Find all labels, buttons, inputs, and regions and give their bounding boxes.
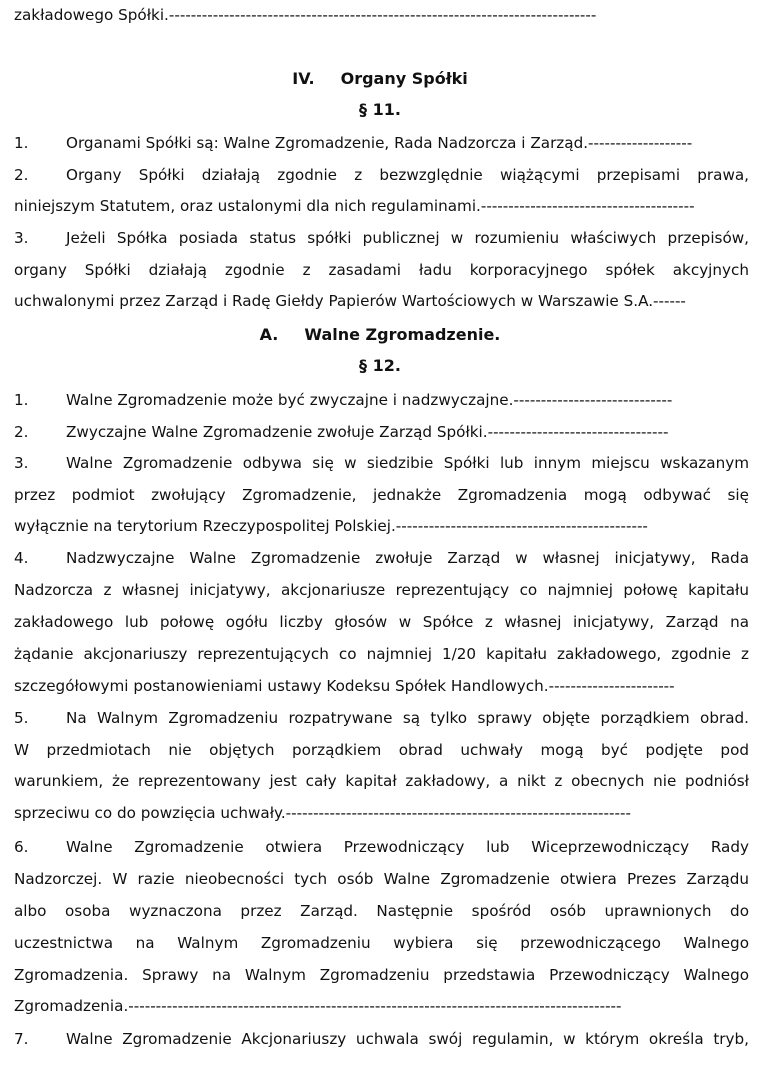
list-item-line	[14, 417, 749, 448]
item-text: Walne Zgromadzenie odbywa się w siedzibie Spółki lub innym miejscu wskazanym	[66, 454, 749, 472]
item-number: 1.	[14, 391, 29, 409]
section-heading-a	[0, 320, 760, 350]
list-item-line: Nadzorczej. W razie nieobecności tych osób Walne Zgromadzenie otwiera Prezes Zarządu	[14, 870, 749, 888]
item-text: Zwyczajne Walne Zgromadzenie zwołuje Zarząd Spółki.---------------------------------	[66, 423, 669, 441]
text-line-top-fragment: zakładowego Spółki.------------------------------------------------------------------------------	[14, 6, 597, 24]
section-heading-iv	[0, 64, 760, 94]
item-text: Jeżeli Spółka posiada status spółki publicznej w rozumieniu właściwych przepisów,	[66, 229, 749, 247]
section-title: Walne Zgromadzenie.	[304, 325, 501, 344]
item-text: Walne Zgromadzenie Akcjonariuszy uchwala swój regulamin, w którym określa tryb,	[66, 1030, 749, 1048]
item-text: Walne Zgromadzenie otwiera Przewodniczący lub Wiceprzewodniczący Rady	[66, 838, 749, 856]
section-letter: A.	[259, 325, 279, 344]
item-number: 6.	[14, 838, 29, 856]
item-number: 2.	[14, 166, 29, 184]
item-number: 2.	[14, 423, 29, 441]
item-text: Na Walnym Zgromadzeniu rozpatrywane są tylko sprawy objęte porządkiem obrad.	[66, 709, 749, 727]
paragraph-heading-12: § 12.	[359, 356, 401, 375]
item-text: Organami Spółki są: Walne Zgromadzenie, Rada Nadzorcza i Zarząd.-------------------	[66, 134, 693, 152]
item-number: 4.	[14, 549, 29, 567]
list-item-line	[14, 160, 749, 191]
list-item-line: zakładowego lub połowę ogółu liczby głosów w Spółce z własnej inicjatywy, Zarząd na	[14, 613, 749, 631]
list-item-line: albo osoba wyznaczona przez Zarząd. Następnie spośród osób uprawnionych do	[14, 902, 749, 920]
item-number: 7.	[14, 1030, 29, 1048]
list-item-line: szczegółowymi postanowieniami ustawy Kodeksu Spółek Handlowych.-----------------------	[14, 677, 675, 695]
section-number: IV.	[292, 69, 315, 88]
item-number: 5.	[14, 709, 29, 727]
list-item-line	[14, 448, 749, 479]
list-item-line	[14, 223, 749, 254]
list-item-line: organy Spółki działają zgodnie z zasadami ładu korporacyjnego spółek akcyjnych	[14, 261, 749, 279]
list-item-line	[14, 1024, 749, 1055]
list-item-line: uczestnictwa na Walnym Zgromadzeniu wybiera się przewodniczącego Walnego	[14, 934, 749, 952]
item-text: Walne Zgromadzenie może być zwyczajne i nadzwyczajne.-----------------------------	[66, 391, 673, 409]
item-number: 3.	[14, 229, 29, 247]
list-item-line	[14, 832, 749, 863]
item-number: 3.	[14, 454, 29, 472]
list-item-line	[14, 128, 749, 159]
item-number: 1.	[14, 134, 29, 152]
section-title: Organy Spółki	[340, 69, 468, 88]
paragraph-heading-11: § 11.	[359, 100, 401, 119]
list-item-line: przez podmiot zwołujący Zgromadzenie, jednakże Zgromadzenia mogą odbywać się	[14, 486, 749, 504]
list-item-line	[14, 385, 749, 416]
list-item-line: W przedmiotach nie objętych porządkiem obrad uchwały mogą być podjęte pod	[14, 741, 749, 759]
list-item-line: warunkiem, że reprezentowany jest cały kapitał zakładowy, a nikt z obecnych nie podniósł	[14, 772, 749, 790]
list-item-line	[14, 703, 749, 734]
list-item-line: niniejszym Statutem, oraz ustalonymi dla nich regulaminami.---------------------------------------	[14, 197, 695, 215]
item-text: Nadzwyczajne Walne Zgromadzenie zwołuje Zarząd w własnej inicjatywy, Rada	[66, 549, 749, 567]
item-text: Organy Spółki działają zgodnie z bezwzględnie wiążącymi przepisami prawa,	[66, 166, 749, 184]
list-item-line: sprzeciwu co do powzięcia uchwały.---------------------------------------------------------------	[14, 804, 631, 822]
list-item-line: Zgromadzenia. Sprawy na Walnym Zgromadzeniu przedstawia Przewodniczący Walnego	[14, 966, 749, 984]
list-item-line: uchwalonymi przez Zarząd i Radę Giełdy Papierów Wartościowych w Warszawie S.A.------	[14, 292, 686, 310]
list-item-line	[14, 543, 749, 574]
list-item-line: żądanie akcjonariuszy reprezentujących co najmniej 1/20 kapitału zakładowego, zgodnie z	[14, 645, 749, 663]
list-item-line: Nadzorcza z własnej inicjatywy, akcjonariusze reprezentujący co najmniej połowę kapitału	[14, 581, 749, 599]
list-item-line: Zgromadzenia.------------------------------------------------------------------------------------------	[14, 997, 622, 1015]
list-item-line: wyłącznie na terytorium Rzeczypospolitej Polskiej.----------------------------------------------	[14, 517, 648, 535]
